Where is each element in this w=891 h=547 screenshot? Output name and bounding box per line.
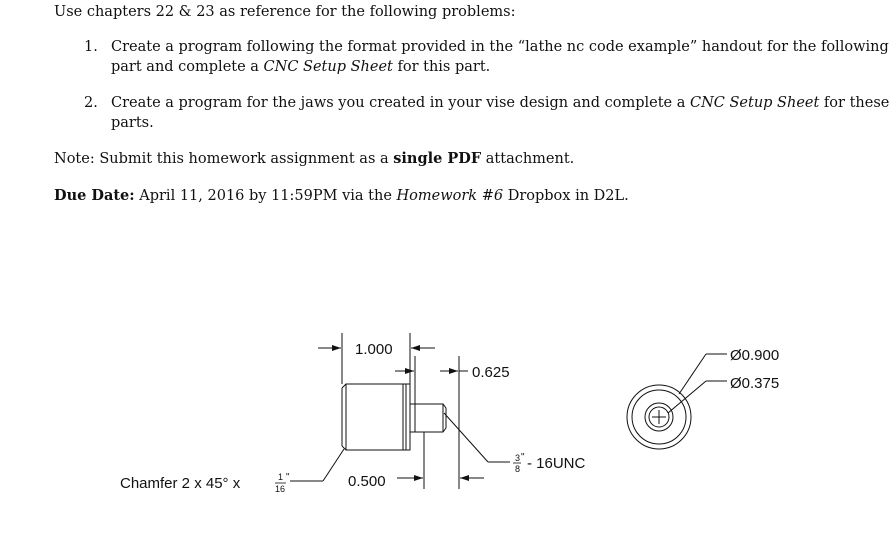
- svg-text:": ": [521, 452, 525, 463]
- part-head-outline: [346, 384, 410, 450]
- svg-text:Chamfer 2 x 45° x: Chamfer 2 x 45° x: [120, 475, 241, 492]
- chamfer-fraction-den: 16: [275, 484, 286, 494]
- item-2-line-2: parts.: [111, 115, 154, 131]
- note-bold: single PDF: [393, 150, 482, 167]
- cnc-setup-sheet-emphasis: CNC Setup Sheet: [690, 95, 820, 111]
- thread-fraction-num: 3: [515, 453, 521, 463]
- dim-length: 1.000: [355, 341, 393, 358]
- item-1-number: 1.: [84, 39, 98, 55]
- dropbox-name: Homework #6: [396, 188, 504, 204]
- item-2-number: 2.: [84, 95, 98, 111]
- svg-text:": ": [286, 472, 290, 483]
- dim-head: 0.500: [348, 473, 386, 490]
- chamfer-note: [120, 472, 290, 494]
- due-date-label: Due Date:: [54, 187, 135, 204]
- thread-note: [513, 452, 586, 474]
- item-1-line-1: Create a program following the format provided in the “lathe nc code example” handout for the following: [111, 39, 889, 55]
- note-text: Note: Submit this homework assignment as a single PDF attachment.: [54, 150, 575, 167]
- item-1-line-2: part and complete a CNC Setup Sheet for this part.: [111, 59, 491, 75]
- chamfer-fraction-num: 1: [278, 472, 284, 482]
- dim-inner-diameter: Ø0.375: [730, 375, 780, 392]
- dim-outer-diameter: Ø0.900: [730, 347, 780, 364]
- intro-text: Use chapters 22 & 23 as reference for the following problems:: [54, 4, 516, 20]
- thread-fraction-den: 8: [515, 464, 521, 474]
- due-date-text: Due Date: April 11, 2016 by 11:59PM via the Homework #6 Dropbox in D2L.: [54, 187, 629, 204]
- cnc-setup-sheet-emphasis: CNC Setup Sheet: [263, 59, 393, 75]
- dim-neck: 0.625: [472, 364, 510, 381]
- item-2-line-1: Create a program for the jaws you created in your vise design and complete a CNC Setup Sheet for these: [111, 95, 890, 111]
- svg-text:- 16UNC: - 16UNC: [527, 455, 586, 472]
